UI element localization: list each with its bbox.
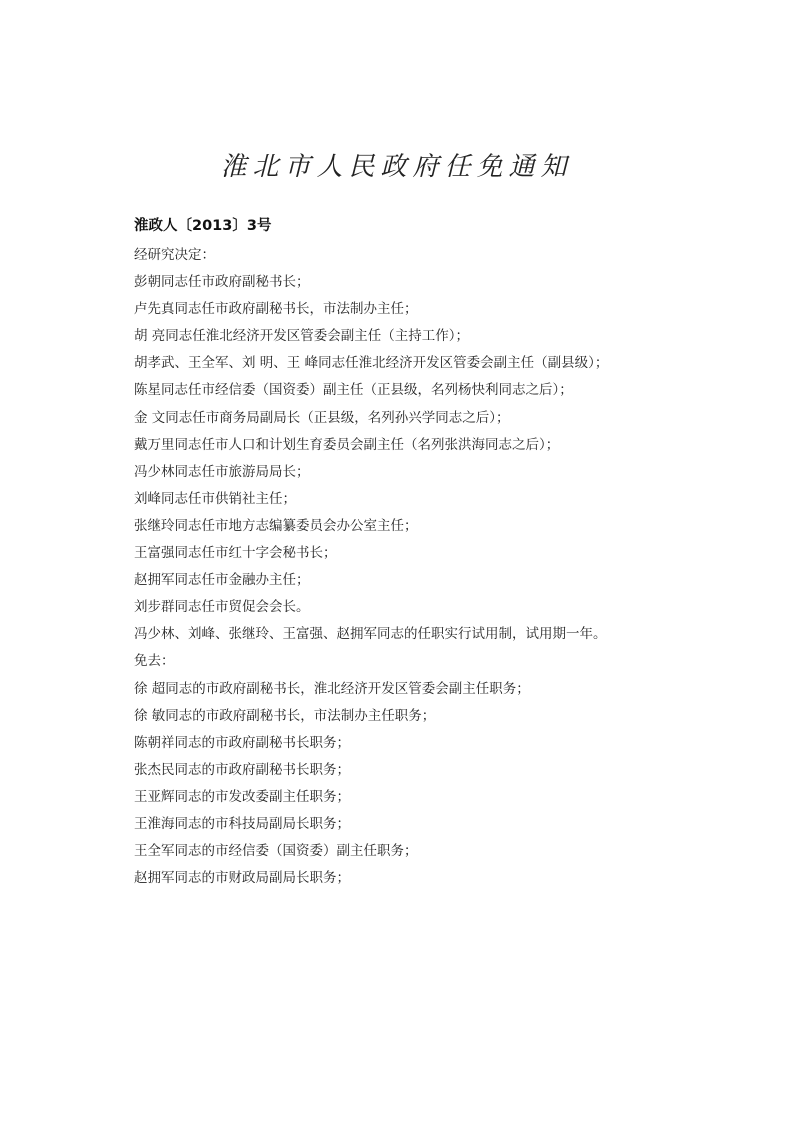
body-line: 张继玲同志任市地方志编纂委员会办公室主任； — [134, 517, 418, 534]
body-line: 陈朝祥同志的市政府副秘书长职务； — [134, 734, 350, 751]
body-line: 胡 亮同志任淮北经济开发区管委会副主任（主持工作）； — [134, 328, 470, 345]
body-line: 戴万里同志任市人口和计划生育委员会副主任（名列张洪海同志之后）； — [134, 436, 560, 453]
body-line: 王淮海同志的市科技局副局长职务； — [134, 815, 350, 832]
body-line: 王全军同志的市经信委（国资委）副主任职务； — [134, 843, 418, 860]
body-line: 胡孝武、王全军、刘 明、王 峰同志任淮北经济开发区管委会副主任（副县级）； — [134, 355, 609, 372]
body-line: 彭朝同志任市政府副秘书长； — [134, 274, 310, 291]
body-line: 免去： — [134, 653, 175, 670]
body-line: 刘峰同志任市供销社主任； — [134, 490, 296, 507]
body-line: 赵拥军同志的市财政局副局长职务； — [134, 870, 350, 887]
body-line: 冯少林同志任市旅游局局长； — [134, 463, 310, 480]
body-line: 金 文同志任市商务局副局长（正县级，名列孙兴学同志之后）； — [134, 409, 510, 426]
body-line: 卢先真同志任市政府副秘书长，市法制办主任； — [134, 301, 418, 318]
body-line: 赵拥军同志任市金融办主任； — [134, 572, 310, 589]
body-line: 经研究决定： — [134, 247, 215, 263]
document-title: 淮北市人民政府任免通知 — [220, 152, 573, 182]
document-number: 淮政人〔2013〕3号 — [134, 218, 272, 234]
document-body — [134, 242, 754, 892]
body-line: 徐 敏同志的市政府副秘书长，市法制办主任职务； — [134, 707, 436, 724]
body-line: 张杰民同志的市政府副秘书长职务； — [134, 761, 350, 778]
body-line: 王亚辉同志的市发改委副主任职务； — [134, 788, 350, 805]
body-line: 冯少林、刘峰、张继玲、王富强、赵拥军同志的任职实行试用制，试用期一年。 — [134, 626, 607, 643]
body-line: 刘步群同志任市贸促会会长。 — [134, 599, 310, 616]
body-line: 徐 超同志的市政府副秘书长，淮北经济开发区管委会副主任职务； — [134, 680, 530, 697]
body-line: 王富强同志任市红十字会秘书长； — [134, 545, 337, 562]
body-line: 陈星同志任市经信委（国资委）副主任（正县级，名列杨快利同志之后）； — [134, 382, 573, 399]
